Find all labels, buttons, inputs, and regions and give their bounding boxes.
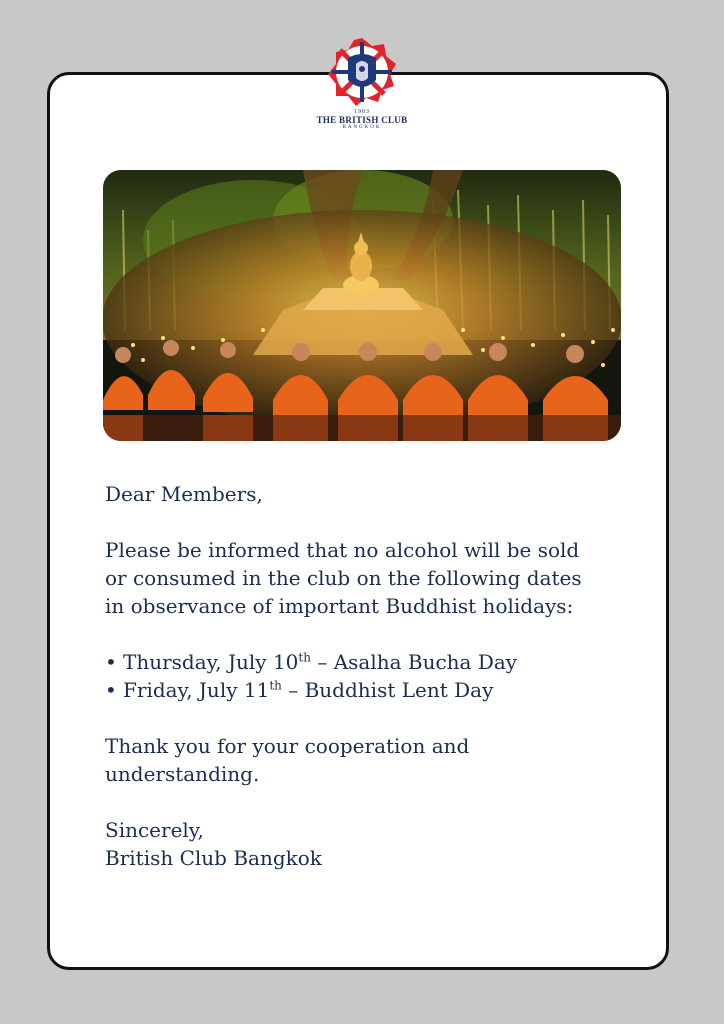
signature: British Club Bangkok: [105, 846, 322, 870]
holiday-item: [105, 648, 625, 676]
thanks-line-2: understanding.: [105, 762, 260, 786]
logo-city: BANGKOK: [342, 125, 382, 130]
holiday-date: Thursday, July 10: [123, 650, 299, 674]
greeting: Dear Members,: [105, 482, 263, 506]
intro-line-2: or consumed in the club on the following dates: [105, 566, 582, 590]
holiday-event: – Asalha Bucha Day: [310, 650, 518, 674]
thanks-line-1: Thank you for your cooperation and: [105, 734, 470, 758]
holiday-item: [105, 676, 625, 704]
british-club-logo: [312, 36, 412, 136]
date-suffix: th: [269, 678, 282, 693]
candle-ceremony-image: [103, 170, 621, 441]
logo-year: 1903: [354, 109, 370, 115]
buddhist-ceremony-photo: [103, 170, 621, 441]
holiday-event: – Buddhist Lent Day: [281, 678, 494, 702]
club-crest-icon: [326, 36, 398, 108]
closing: Sincerely,: [105, 818, 204, 842]
intro-line-3: in observance of important Buddhist holidays:: [105, 594, 574, 618]
intro-line-1: Please be informed that no alcohol will be sold: [105, 538, 580, 562]
holiday-date: Friday, July 11: [123, 678, 270, 702]
logo-name: THE BRITISH CLUB: [316, 115, 408, 125]
holiday-list: [105, 648, 625, 704]
letter-body: [105, 480, 625, 872]
date-suffix: th: [298, 650, 311, 665]
